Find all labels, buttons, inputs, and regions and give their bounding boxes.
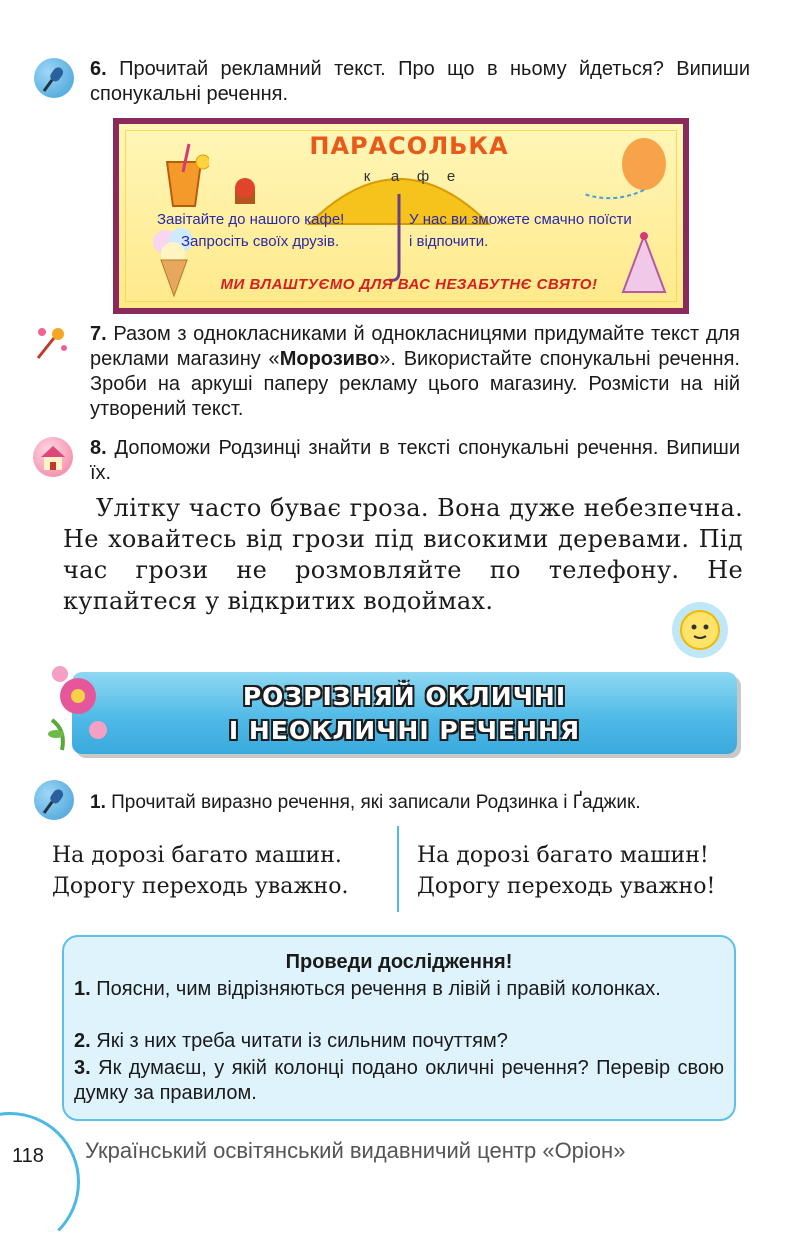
- store-name: Морозиво: [279, 348, 380, 370]
- research-item-number: 2.: [74, 1030, 91, 1052]
- research-item: [74, 1056, 724, 1106]
- juice-glass-icon: [159, 142, 209, 212]
- research-item: [74, 977, 724, 1002]
- publisher-footer: Український освітянський видавничий центр «Оріон»: [85, 1138, 626, 1163]
- left-column: [52, 840, 348, 902]
- kafe-letter: ф: [416, 168, 430, 185]
- research-title: Проведи дослідження!: [285, 951, 513, 973]
- ad-title: ПАРАСОЛЬКА: [309, 132, 509, 160]
- task-number: 7.: [90, 323, 107, 345]
- task-text-after: ». Використайте спонукальні речення. Зроби на аркуші паперу рекламу цього магазину. Розмісти на ній утворений текст.: [90, 348, 740, 420]
- kafe-letter: е: [446, 168, 456, 185]
- house-icon: [33, 437, 73, 477]
- footer-arc: [0, 1112, 80, 1252]
- dictation-text: [63, 493, 743, 617]
- dictation-paragraph: Улітку часто буває гроза. Вона дуже небезпечна. Не ховайтесь від грози під високими деревами. Під час грози не розмовляйте по телефону. Не купайтеся у відкритих водоймах.: [63, 494, 743, 615]
- research-item-text: Як думаєш, у якій колонці подано окличні речення? Перевір свою думку за правилом.: [74, 1057, 725, 1104]
- research-item-text: Які з них треба читати із сильним почуттям?: [96, 1030, 508, 1052]
- ad-left-line1: Завітайте до нашого кафе!: [157, 211, 345, 228]
- research-box: [62, 935, 736, 1121]
- ad-right-line2: і відпочити.: [409, 233, 489, 250]
- task-6: [90, 57, 750, 107]
- section-header: [72, 672, 737, 754]
- kafe-letter: а: [390, 168, 400, 185]
- right-column: [417, 840, 715, 902]
- research-item-text: Поясни, чим відрізняються речення в лівій і правій колонках.: [96, 978, 661, 1000]
- cafe-ad-banner: [113, 118, 689, 314]
- task-number: 6.: [90, 58, 107, 80]
- balloon-icon: [574, 134, 674, 214]
- magic-wand-icon: [30, 322, 70, 362]
- microphone-icon: [34, 58, 74, 98]
- task-8: [90, 436, 740, 486]
- left-sentence: Дорогу переходь уважно.: [52, 874, 349, 899]
- column-divider: [397, 826, 399, 912]
- task-text: Прочитай рекламний текст. Про що в ньому йдеться? Випиши спонукальні речення.: [90, 58, 750, 105]
- task-text-before: Разом з однокласниками й однокласницями придумайте текст для реклами магазину «: [90, 323, 740, 370]
- section-title-line1: РОЗРІЗНЯЙ ОКЛИЧНІ: [242, 682, 567, 711]
- flowers-icon: [42, 660, 112, 756]
- task-1: [90, 790, 750, 815]
- smiley-icon: [672, 602, 728, 658]
- ad-right-line1: У нас ви зможете смачно поїсти: [409, 211, 632, 228]
- task-text: Допоможи Родзинці знайти в тексті спонукальні речення. Випиши їх.: [90, 437, 740, 484]
- task-7: [90, 322, 740, 422]
- microphone-icon: [34, 780, 74, 820]
- page-number: 118: [12, 1145, 44, 1167]
- section-title-line2: І НЕОКЛИЧНІ РЕЧЕННЯ: [228, 716, 581, 745]
- research-item: [74, 1029, 724, 1054]
- ad-slogan: МИ ВЛАШТУЄМО ДЛЯ ВАС НЕЗАБУТНЄ СВЯТО!: [220, 276, 598, 293]
- left-sentence: На дорозі багато машин.: [52, 843, 342, 868]
- ad-left-line2: Запросіть своїх друзів.: [181, 233, 340, 250]
- task-number: 1.: [90, 792, 106, 813]
- task-number: 8.: [90, 437, 107, 459]
- right-sentence: Дорогу переходь уважно!: [417, 874, 716, 899]
- research-item-number: 3.: [74, 1057, 91, 1079]
- right-sentence: На дорозі багато машин!: [417, 843, 709, 868]
- kafe-letter: к: [363, 168, 371, 185]
- task-text: Прочитай виразно речення, які записали Родзинка і Ґаджик.: [111, 792, 641, 813]
- research-item-number: 1.: [74, 978, 91, 1000]
- cupcake-icon: [227, 172, 263, 208]
- ad-kafe: [339, 166, 479, 188]
